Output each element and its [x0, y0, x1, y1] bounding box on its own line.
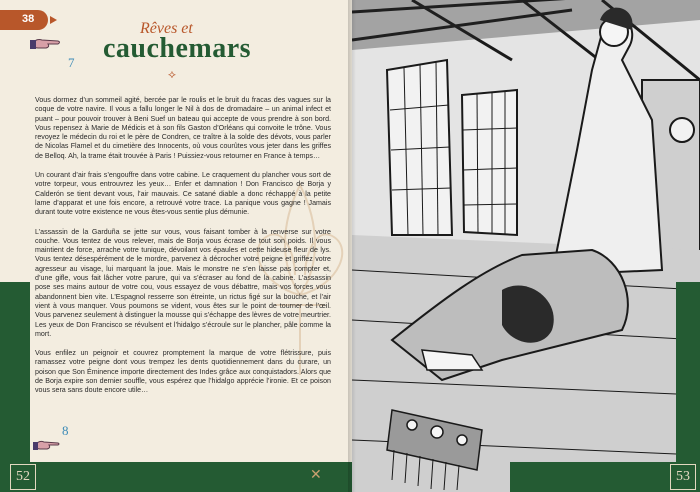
paragraph: Un courant d’air frais s’engouffre dans votre cabine. Le craquement du plancher vous sort de votre torpeur, vous entrouvrez les yeux… Enfer et damnation ! Don Francisco de Borja y Calderón se tient devant vous, l’air mauvais. Ce satané diable a donc réchappé à la petite lame d’apparat et une fois encore, a retrouvé votre trace. La panique vous gagne ! Jamais durant toute votre existence ne vous êtes-vous sentie plus démunie.	[35, 171, 331, 217]
paragraph: L’assassin de la Garduña se jette sur vous, vous faisant tomber à la renverse sur votre couche. Vous tentez de vous relever, mais de Borja vous écrase de tout son poids. Il vous maintient de force, arrache votre tunique, dévoilant vos épaules et cette hideuse fleur de lys. Vous tentez désespérément de le mordre, parvenez à décrocher votre peigne et griffez votre agresseur au visage, lui marquant la joue. Mais le monstre ne s’en laisse pas compter et, d’une gifle, vous fait lâcher votre parure, qui va s’écraser au fond de la cabine. L’assassin pose ses mains autour de votre cou, vous essayez de vous débattre, mais vos forces vous abandonnent bien vite. L’Espagnol resserre son étreinte, un rictus figé sur la bouche, et l’air vient à vous manquer. Vous poumons se vident, vous êtes sur le point de tourner de l’œil. Vous parvenez seulement à distinguer la mousse qui s’échappe des lèvres de votre meurtrier. Les yeux de Don Francisco se révulsent et l’hidalgo s’écroule sur le plancher, pâle comme la mort.	[35, 227, 331, 338]
footer-bar	[0, 462, 352, 492]
pointing-hand-icon	[30, 32, 62, 52]
tab-arrow-icon	[50, 16, 57, 24]
section-marker-bottom: 8	[62, 423, 69, 438]
book-gutter	[348, 0, 356, 492]
chapter-tab	[0, 10, 48, 30]
page-number-right: 53	[670, 464, 696, 490]
cross-ornament-icon: ✕	[310, 466, 322, 482]
title-line-1: Rêves et	[140, 20, 193, 37]
page-title: cauchemars	[103, 33, 252, 64]
page-number-left: 52	[10, 464, 36, 490]
green-side-band-right	[676, 282, 700, 492]
paragraph: Vous dormez d’un sommeil agité, bercée par le roulis et le bruit du fracas des vagues sur la coque de votre navire. Il vous a fallu longer le Nil à dos de dromadaire – un animal infect et puant – pour pouvoir trouver à Beni Suef un bateau qui accepte de vous prendre à son bord. Vous repensez à Marie de Médicis et à son fils Gaston d’Orléans qui convoite le trône. Vous revoyez le médecin du roi et le père de Condren, ce traître à la solde des dévots, vous parler de Nicolas Flamel et du cimetière des Innocents, où vous courûtes vous jeter dans les griffes de Belloq. Ah, la trame était trouvée à Paris ! Puissiez-vous retourner en France à temps…	[35, 96, 331, 160]
chapter-number: 38	[22, 13, 35, 25]
right-page	[352, 0, 700, 492]
diamond-ornament-icon: ⟡	[168, 67, 176, 81]
green-side-band	[0, 282, 30, 492]
paragraph: Vous enfilez un peignoir et couvrez promptement la marque de votre flétrissure, puis ramassez votre peigne dont vous trempez les dents quotidiennement dans du curare, un poison que Son Éminence importe directement des Indes grâce aux conquistadors. Alors que de Borja expire son dernier souffle, vous espérez que l’hidalgo apprécie l’ironie. Et ce poison vous sera sans doute encore utile…	[35, 349, 331, 395]
section-marker-top: 7	[68, 55, 75, 70]
body-text	[35, 96, 331, 406]
pointing-hand-icon	[33, 435, 61, 453]
illustration	[352, 0, 700, 492]
